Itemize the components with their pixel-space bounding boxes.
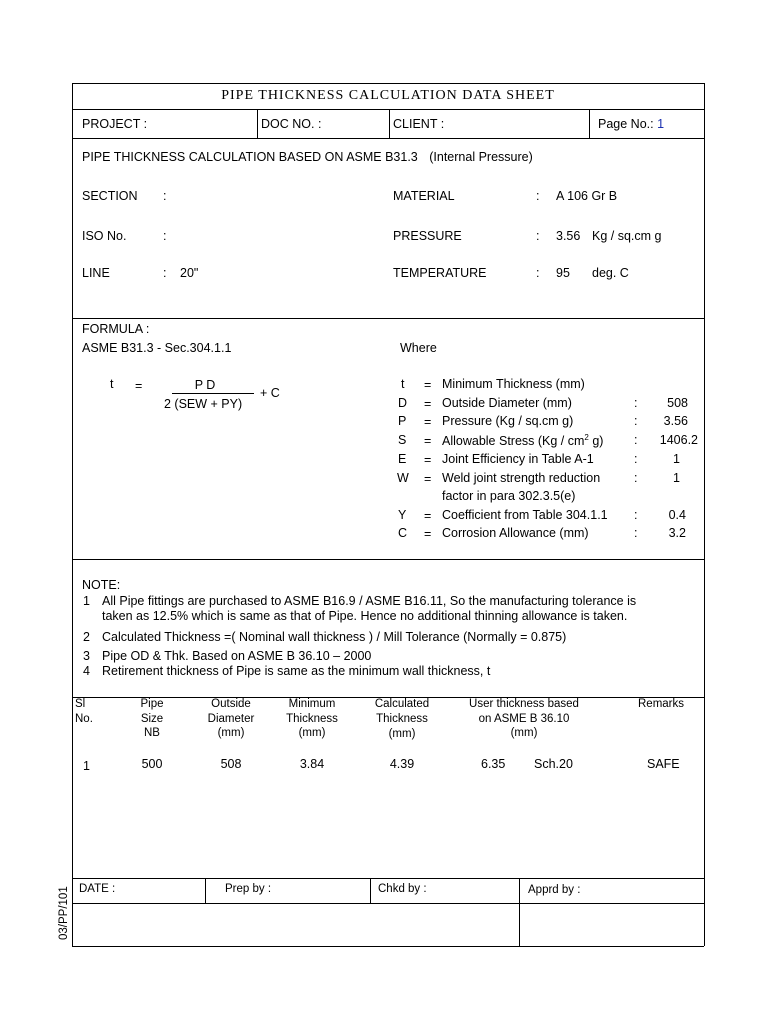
variable-equals: = <box>424 415 432 429</box>
header-divider-2 <box>389 109 390 138</box>
row-sl: 1 <box>83 759 90 773</box>
basis-heading <box>82 150 533 164</box>
temperature-unit: deg. C <box>592 266 629 280</box>
signoff-mid-line <box>72 903 704 904</box>
formula-lhs: t <box>110 377 114 391</box>
variable-equals: = <box>424 527 432 541</box>
header-sl: Sl <box>75 698 86 710</box>
pressure-value: 3.56 <box>556 229 581 243</box>
row-outside-diameter: 508 <box>220 757 242 771</box>
note-line: Pipe OD & Thk. Based on ASME B 36.10 – 2000 <box>102 649 372 663</box>
header-minimum-thickness: Thickness <box>286 713 338 725</box>
basis-heading-text: PIPE THICKNESS CALCULATION BASED ON ASME B31.3 <box>82 150 418 164</box>
header-outside-diameter: Outside <box>211 698 251 710</box>
doc-no-label: DOC NO. : <box>261 117 322 131</box>
variable-colon: : <box>634 414 638 428</box>
variable-symbol: P <box>398 414 407 428</box>
variable-equals: = <box>424 509 432 523</box>
temperature-label: TEMPERATURE <box>393 266 487 280</box>
row-pipe-size: 500 <box>141 757 163 771</box>
header-calculated-thickness: Calculated <box>374 698 430 710</box>
formula-reference: ASME B31.3 - Sec.304.1.1 <box>82 341 232 355</box>
page-no-value: 1 <box>657 117 665 131</box>
signoff-divider-3 <box>519 878 520 946</box>
frame-top <box>72 83 704 84</box>
header-user-thickness: (mm) <box>510 727 538 739</box>
basis-bottom-line <box>72 318 704 319</box>
variable-colon: : <box>634 471 638 485</box>
formula-equals: = <box>135 379 143 393</box>
variable-desc: Weld joint strength reduction <box>442 471 601 485</box>
iso-sep: : <box>163 229 167 243</box>
variable-value: 1 <box>673 452 680 466</box>
variable-symbol: D <box>398 396 408 410</box>
variable-desc: Coefficient from Table 304.1.1 <box>442 508 608 522</box>
header-sl: No. <box>75 713 93 725</box>
pressure-unit: Kg / sq.cm g <box>592 229 662 243</box>
page-no-label: Page No.: <box>598 117 654 131</box>
variable-colon: : <box>634 508 638 522</box>
header-user-thickness: on ASME B 36.10 <box>478 713 570 725</box>
where-label: Where <box>400 341 437 355</box>
variable-value: 0.4 <box>668 508 686 522</box>
frame-right <box>704 83 705 946</box>
header-pipe-size: Size <box>140 713 164 725</box>
header-divider-3 <box>589 109 590 138</box>
row-user-thickness: 6.35 <box>481 757 506 771</box>
header-divider-1 <box>257 109 258 138</box>
line-value: 20" <box>180 266 199 280</box>
variable-symbol: t <box>401 377 405 391</box>
material-label: MATERIAL <box>393 189 455 203</box>
variable-symbol: Y <box>398 508 407 522</box>
client-label: CLIENT : <box>393 117 445 131</box>
variable-colon: : <box>634 452 638 466</box>
note-number: 2 <box>83 630 90 644</box>
header-user-thickness: User thickness based <box>469 698 579 710</box>
page-no <box>598 117 664 131</box>
note-number: 3 <box>83 649 90 663</box>
header-outside-diameter: Diameter <box>207 713 255 725</box>
title-divider <box>72 109 704 110</box>
frame-left <box>72 83 73 946</box>
variable-symbol: W <box>397 471 409 485</box>
formula-label: FORMULA : <box>82 322 150 336</box>
variable-value: 1406.2 <box>659 433 698 447</box>
section-label: SECTION <box>82 189 138 203</box>
header-pipe-size: NB <box>144 727 160 739</box>
formula-numerator: P D <box>194 378 216 392</box>
prep-by-label: Prep by : <box>225 883 272 895</box>
header-minimum-thickness: Minimum <box>288 698 336 710</box>
variable-value: 3.2 <box>668 526 686 540</box>
header-calculated-thickness: (mm) <box>388 728 416 740</box>
stress-superscript: 2 <box>584 433 589 442</box>
variable-value: 508 <box>667 396 688 410</box>
note-line: Retirement thickness of Pipe is same as the minimum wall thickness, t <box>102 664 491 678</box>
note-line: All Pipe fittings are purchased to ASME B16.9 / ASME B16.11, So the manufacturing tolerance is <box>102 594 637 608</box>
variable-desc: Pressure (Kg / sq.cm g) <box>442 414 574 428</box>
formula-bottom-line <box>72 559 704 560</box>
side-document-code: 03/PP/101 <box>58 886 70 940</box>
header-bottom-line <box>72 138 704 139</box>
material-sep: : <box>536 189 540 203</box>
apprd-by-label: Apprd by : <box>528 884 581 896</box>
date-label: DATE : <box>79 883 116 895</box>
variable-symbol: S <box>398 433 407 447</box>
variable-symbol: E <box>398 452 407 466</box>
variable-value: 3.56 <box>663 414 688 428</box>
variable-desc: Allowable Stress (Kg / cm <box>442 434 585 449</box>
sheet-title: PIPE THICKNESS CALCULATION DATA SHEET <box>221 88 555 103</box>
row-remarks: SAFE <box>647 757 680 771</box>
formula-plus-c: + C <box>260 386 280 400</box>
header-outside-diameter: (mm) <box>217 727 245 739</box>
frame-bottom <box>72 946 704 947</box>
row-schedule: Sch.20 <box>534 757 573 771</box>
fraction-bar <box>172 393 254 394</box>
section-sep: : <box>163 189 167 203</box>
formula-denominator: 2 (SEW + PY) <box>164 397 243 411</box>
variable-value: 1 <box>673 471 680 485</box>
variable-equals: = <box>424 434 432 448</box>
variable-symbol: C <box>398 526 408 540</box>
variable-desc-continuation: factor in para 302.3.5(e) <box>442 489 576 503</box>
row-minimum-thickness: 3.84 <box>299 757 325 771</box>
note-number: 1 <box>83 594 90 608</box>
signoff-divider-1 <box>205 878 206 903</box>
row-calculated-thickness: 4.39 <box>389 757 415 771</box>
line-sep: : <box>163 266 167 280</box>
variable-desc: Minimum Thickness (mm) <box>442 377 585 391</box>
variable-equals: = <box>424 378 432 392</box>
header-pipe-size: Pipe <box>140 698 164 710</box>
signoff-top-line <box>72 878 704 879</box>
variable-equals: = <box>424 397 432 411</box>
project-label: PROJECT : <box>82 117 148 131</box>
variable-desc: Corrosion Allowance (mm) <box>442 526 589 540</box>
variable-colon: : <box>634 433 638 447</box>
signoff-divider-2 <box>370 878 371 903</box>
note-line: Calculated Thickness =( Nominal wall thickness ) / Mill Tolerance (Normally = 0.875) <box>102 630 567 644</box>
material-value: A 106 Gr B <box>556 189 618 203</box>
note-number: 4 <box>83 664 90 678</box>
iso-label: ISO No. <box>82 229 127 243</box>
temperature-sep: : <box>536 266 540 280</box>
header-remarks: Remarks <box>638 698 685 710</box>
chkd-by-label: Chkd by : <box>378 883 427 895</box>
variable-colon: : <box>634 526 638 540</box>
header-calculated-thickness: Thickness <box>376 713 428 725</box>
variable-equals: = <box>424 472 432 486</box>
pressure-label: PRESSURE <box>393 229 462 243</box>
variable-desc: Outside Diameter (mm) <box>442 396 572 410</box>
temperature-value: 95 <box>556 266 570 280</box>
variable-colon: : <box>634 396 638 410</box>
pressure-sep: : <box>536 229 540 243</box>
stress-suffix: g) <box>588 434 604 449</box>
line-label: LINE <box>82 266 110 280</box>
stress-desc <box>442 433 603 448</box>
notes-label: NOTE: <box>82 578 121 592</box>
header-minimum-thickness: (mm) <box>298 727 326 739</box>
variable-desc: Joint Efficiency in Table A-1 <box>442 452 594 466</box>
pressure-type: (Internal Pressure) <box>429 150 533 164</box>
note-line: taken as 12.5% which is same as that of Pipe. Hence no additional thinning allowance is taken. <box>102 609 628 623</box>
variable-equals: = <box>424 453 432 467</box>
